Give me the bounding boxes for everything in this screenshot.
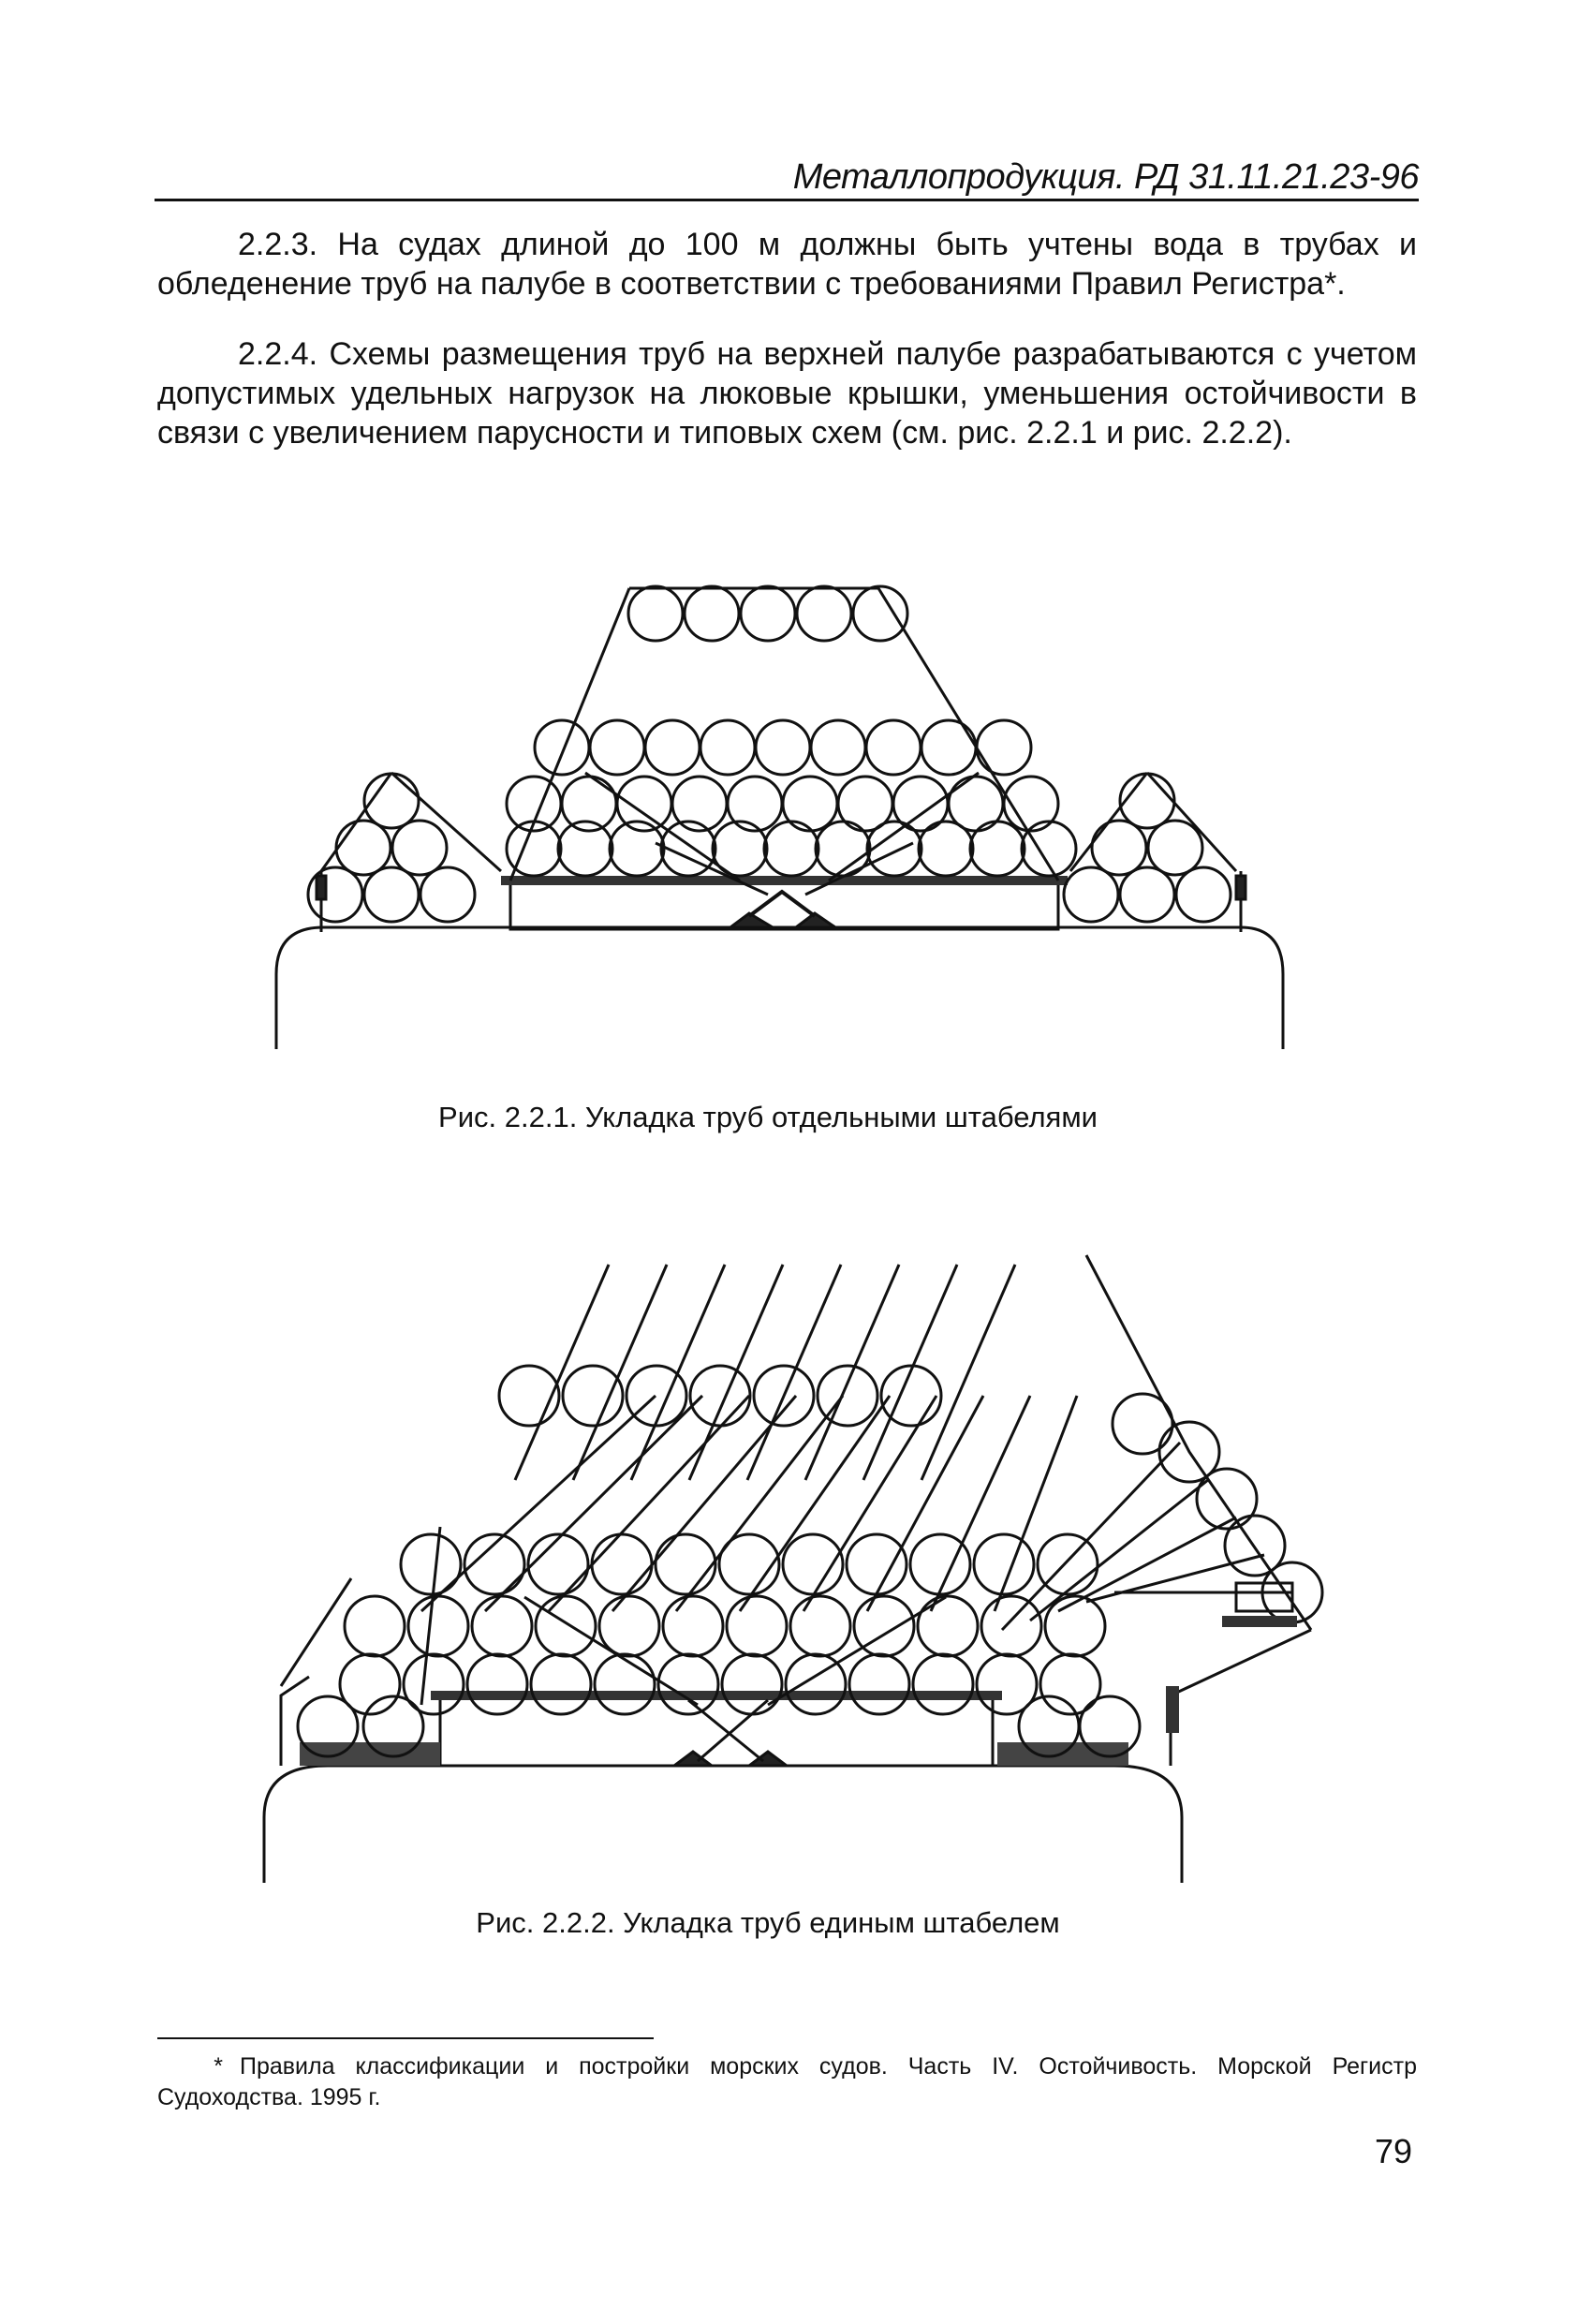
pipe-body-line [485, 1396, 702, 1611]
figure-caption-1: Рис. 2.2.1. Укладка труб отдельными штабелями [438, 1101, 1098, 1133]
pipe-section [336, 821, 391, 875]
pipe-section [1176, 867, 1231, 922]
pipe-body-line [676, 1396, 843, 1611]
pipe-section [392, 821, 447, 875]
figure-caption-2: Рис. 2.2.2. Укладка труб единым штабелем [476, 1906, 1060, 1939]
pipe-end [595, 1654, 655, 1714]
pipe-section [921, 720, 976, 775]
pipe-end [910, 1534, 970, 1594]
pipe-body-line [863, 1265, 957, 1480]
pipe-body-line [612, 1396, 796, 1611]
running-title: Металлопродукция. РД 31.11.21.23-96 [792, 157, 1419, 197]
pipe-body-line [1030, 1480, 1208, 1621]
page-number: 79 [1374, 2132, 1412, 2170]
pipe-end [847, 1534, 907, 1594]
pipe-section [866, 720, 921, 775]
pipe-end [536, 1596, 596, 1656]
pipe-section [420, 867, 475, 922]
footnote [157, 2051, 1417, 2113]
pipe-end [656, 1534, 715, 1594]
pipe-body-line [931, 1396, 1030, 1611]
pipe-end [658, 1654, 718, 1714]
pipe-end [727, 1596, 787, 1656]
pipe-end [849, 1654, 909, 1714]
pipe-section [628, 586, 683, 641]
footnote-marker: * [214, 2053, 223, 2080]
pipe-end [499, 1366, 559, 1426]
pipe-section [797, 586, 851, 641]
pipe-end [345, 1596, 405, 1656]
running-header [155, 157, 1419, 201]
pipe-end [563, 1366, 623, 1426]
pipe-body-line [803, 1396, 936, 1611]
pipe-section [741, 586, 795, 641]
pipe-section [645, 720, 700, 775]
pipe-section [756, 720, 810, 775]
pipe-section [1120, 867, 1174, 922]
pipe-end [719, 1534, 779, 1594]
pipe-section [977, 720, 1031, 775]
pipe-end [467, 1654, 527, 1714]
pipe-section [590, 720, 644, 775]
paragraph-text: Схемы размещения труб на верхней палубе разрабатываются с учетом допустимых удельных нагрузок на люковые крышки, уменьшения остойчивости в связи с увеличением парусности и типовых схем (см. рис. 2.2.1 и рис. 2.2.2). [157, 336, 1417, 451]
pipe-section [919, 822, 973, 876]
pipe-end [528, 1534, 588, 1594]
pipe-end [981, 1596, 1041, 1656]
pipe-end [592, 1534, 652, 1594]
pipe-end [1045, 1596, 1105, 1656]
pipe-section [853, 586, 907, 641]
pipe-body-line [921, 1265, 1015, 1480]
pipe-end [531, 1654, 591, 1714]
pipe-body-line [631, 1265, 725, 1480]
pipe-end [818, 1366, 877, 1426]
pipe-section [685, 586, 739, 641]
pipe-end [913, 1654, 973, 1714]
pipe-end [918, 1596, 978, 1656]
pipe-section [535, 720, 589, 775]
pipe-end [663, 1596, 723, 1656]
pipe-section [811, 720, 865, 775]
pipe-end [626, 1366, 686, 1426]
paragraph-2-2-4 [157, 334, 1417, 452]
footnote-text: Правила классификации и постройки морских судов. Часть IV. Остойчивость. Морской Регистр Судоходства. 1995 г. [157, 2053, 1417, 2110]
pipe-end [790, 1596, 850, 1656]
pipe-section [1064, 867, 1118, 922]
pipe-end [1038, 1534, 1098, 1594]
figure-separate-stacks [0, 562, 1592, 1087]
paragraph-number: 2.2.3. [238, 227, 318, 262]
pipe-end [408, 1596, 468, 1656]
pipe-section [764, 822, 818, 876]
pipe-section [364, 867, 419, 922]
pipe-end [401, 1534, 461, 1594]
pipe-end [690, 1366, 750, 1426]
pipe-section [1092, 821, 1146, 875]
paragraph-text: На судах длиной до 100 м должны быть учтены вода в трубах и обледенение труб на палубе в соответствии с требованиями Правил Регистра*. [157, 227, 1418, 302]
pipe-section [1120, 774, 1174, 828]
pipe-end [881, 1366, 941, 1426]
pipe-body-line [740, 1396, 890, 1611]
pipe-section [1148, 821, 1202, 875]
paragraph-2-2-3 [157, 225, 1417, 303]
pipe-end [722, 1654, 782, 1714]
paragraph-number: 2.2.4. [238, 336, 318, 372]
pipe-body-line [573, 1265, 667, 1480]
pipe-body-line [995, 1396, 1077, 1611]
pipe-end [472, 1596, 532, 1656]
pipe-section [700, 720, 755, 775]
pipe-body-line [515, 1265, 609, 1480]
pipe-section [970, 822, 1024, 876]
figure-single-stack [0, 1255, 1592, 1902]
footnote-separator [157, 2037, 654, 2039]
pipe-end [599, 1596, 659, 1656]
